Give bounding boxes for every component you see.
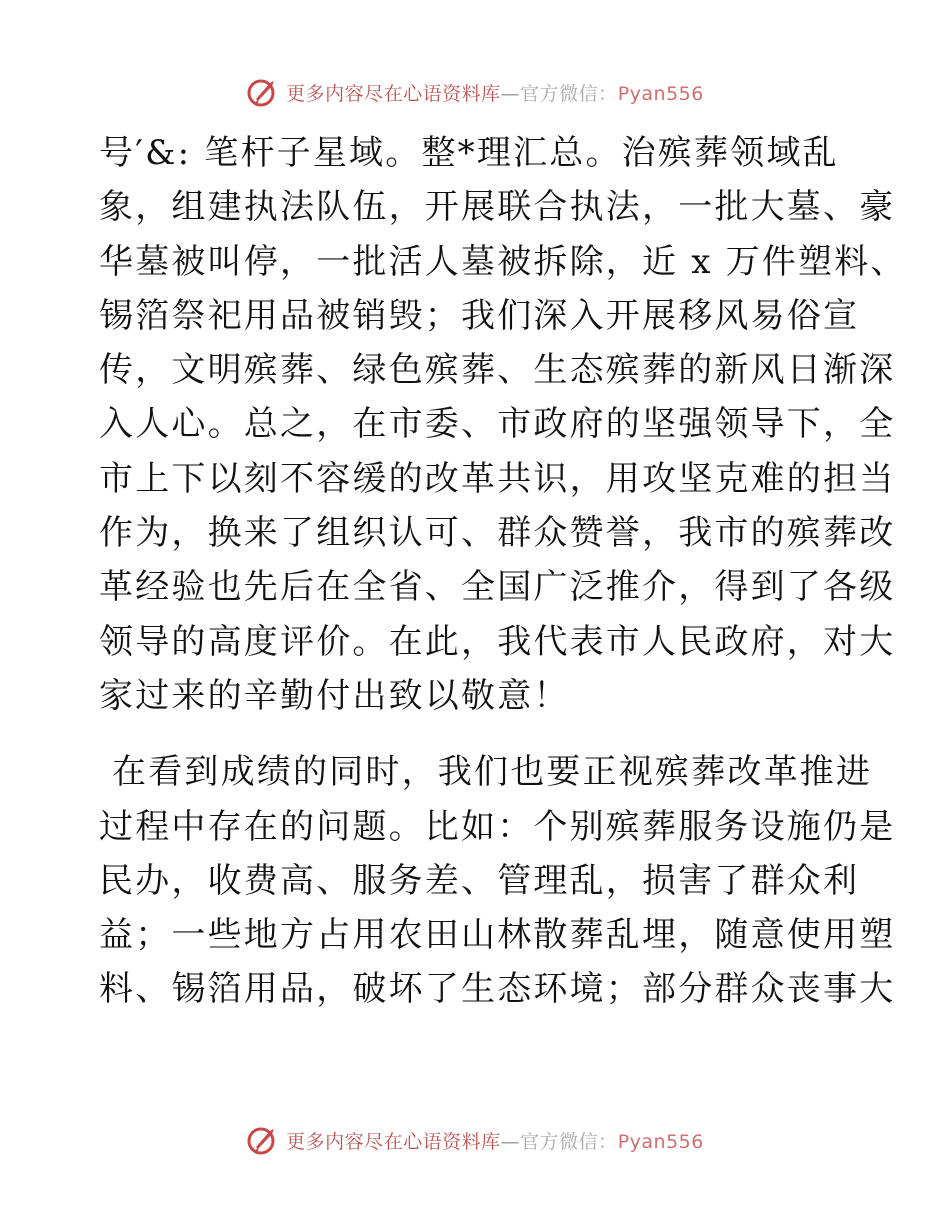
- text-line: 锡箔祭祀用品被销毁；我们深入开展移风易俗宣: [99, 295, 860, 336]
- header-wechat-label: 官方微信：: [520, 82, 618, 105]
- footer-wechat-label: 官方微信：: [520, 1130, 618, 1153]
- paragraph-1: [99, 126, 907, 723]
- text-line: 象，组建执法队伍，开展联合执法，一批大墓、豪: [99, 187, 896, 228]
- text-line: 料、锡箔用品，破坏了生态环境；部分群众丧事大: [99, 969, 896, 1010]
- text-line: 入人心。总之，在市委、市政府的坚强领导下，全: [99, 404, 896, 445]
- header-wechat-id: Pyan556: [617, 82, 704, 105]
- document-body: [99, 126, 907, 1017]
- text-line: 市上下以刻不容缓的改革共识，用攻坚克难的担当: [99, 458, 896, 499]
- footer-banner-text: [286, 1127, 704, 1154]
- footer-separator: —: [500, 1130, 521, 1153]
- text-line: 传，文明殡葬、绿色殡葬、生态殡葬的新风日渐深: [99, 350, 896, 391]
- header-separator: —: [500, 82, 521, 105]
- header-site-text: 更多内容尽在心语资料库: [286, 82, 501, 105]
- paragraph-2: [99, 745, 896, 1016]
- text-line: 华墓被叫停，一批活人墓被拆除，近 x 万件塑料、: [99, 241, 907, 282]
- text-line: 号′&: 笔杆子星域。整*理汇总。治殡葬领域乱: [99, 133, 839, 173]
- text-line: 过程中存在的问题。比如：个别殡葬服务设施仍是: [99, 806, 896, 847]
- text-line: 益；一些地方占用农田山林散葬乱埋，随意使用塑: [99, 915, 896, 956]
- footer-wechat-id: Pyan556: [617, 1130, 704, 1153]
- header-banner: [0, 72, 950, 112]
- paragraph-gap: [99, 723, 851, 745]
- text-line: 革经验也先后在全省、全国广泛推介，得到了各级: [99, 567, 896, 608]
- quill-logo-icon: [246, 75, 280, 109]
- footer-banner: [0, 1120, 950, 1160]
- text-line: 民办，收费高、服务差、管理乱，损害了群众利: [99, 860, 860, 901]
- text-line: 在看到成绩的同时，我们也要正视殡葬改革推进: [99, 752, 873, 793]
- footer-site-text: 更多内容尽在心语资料库: [286, 1130, 501, 1153]
- text-line: 家过来的辛勤付出致以敬意！: [99, 675, 570, 716]
- text-line: 领导的高度评价。在此，我代表市人民政府，对大: [99, 621, 896, 662]
- text-line: 作为，换来了组织认可、群众赞誉，我市的殡葬改: [99, 513, 896, 554]
- header-banner-text: [286, 79, 704, 106]
- quill-logo-icon: [246, 1123, 280, 1157]
